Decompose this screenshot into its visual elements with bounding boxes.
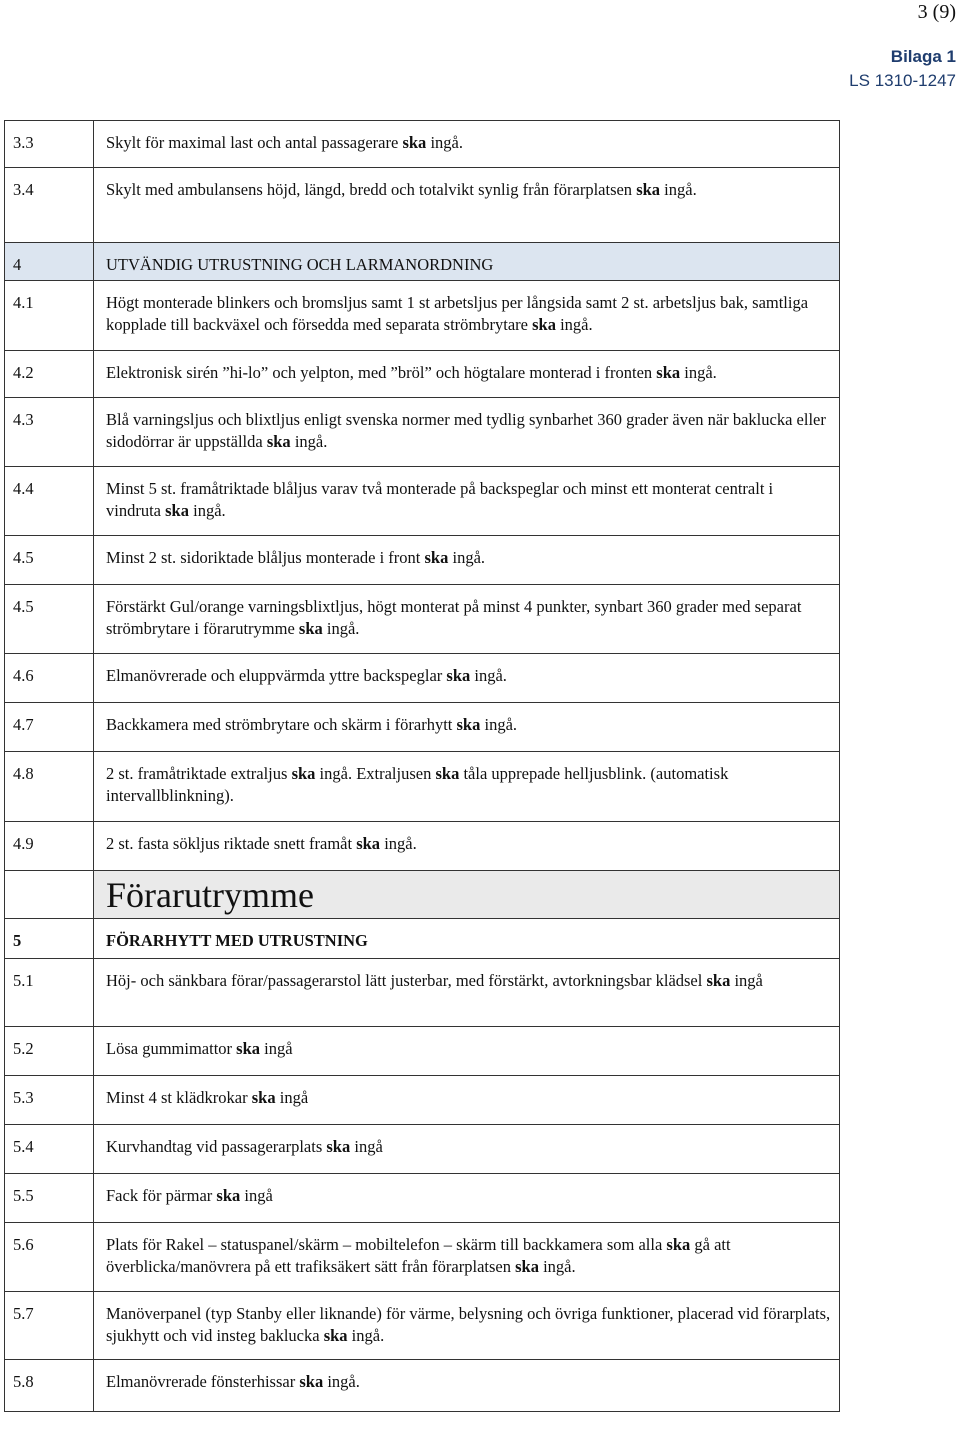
item-number [5,822,94,871]
item-text [94,281,840,351]
item-number [5,168,94,243]
item-text-content: Backkamera med strömbrytare och skärm i förarhytt ska ingå. [106,715,518,734]
item-text-content: Manöverpanel (typ Stanby eller liknande) för värme, belysning och övriga funktioner, placerad vid förarplats, sjukhytt och vid insteg baklucka ska ingå. [106,1304,831,1345]
item-number-text: 4.4 [13,479,34,498]
requirement-keyword: ska [236,1039,261,1058]
item-text [94,536,840,585]
item-number-text: 4.3 [13,410,34,429]
table-row [5,1292,840,1360]
requirement-keyword: ska [666,1235,691,1254]
requirement-keyword: ska [326,1137,351,1156]
item-text-content: Skylt med ambulansens höjd, längd, bredd och totalvikt synlig från förarplatsen ska ingå. [106,180,697,199]
item-number-text: 4 [13,255,22,274]
item-number-text: 4.7 [13,715,34,734]
item-text [94,703,840,752]
item-text-content: Minst 5 st. framåtriktade blåljus varav två monterade på backspeglar och minst ett monterat centralt i vindruta ska ingå. [106,479,774,520]
item-text-content: Minst 4 st klädkrokar ska ingå [106,1088,309,1107]
item-number [5,1223,94,1292]
item-number-text: 4.2 [13,363,34,382]
item-number [5,398,94,467]
item-number-text: 5.2 [13,1039,34,1058]
item-number [5,1360,94,1412]
table-row [5,1076,840,1125]
heading-spacer [5,871,94,919]
item-text [94,1174,840,1223]
item-text [94,121,840,168]
item-text-content: Skylt för maximal last och antal passagerare ska ingå. [106,133,463,152]
item-number-text: 5.7 [13,1304,34,1323]
table-row [5,168,840,243]
item-text-content: Elmanövrerade och eluppvärmda yttre backspeglar ska ingå. [106,666,507,685]
item-number [5,281,94,351]
table-row [5,1360,840,1412]
item-text [94,168,840,243]
item-text [94,752,840,822]
item-number [5,1125,94,1174]
item-text [94,1027,840,1076]
item-number [5,467,94,536]
subsection-heading [94,871,840,919]
item-text-content: Högt monterade blinkers och bromsljus samt 1 st arbetsljus per långsida samt 2 st. arbetsljus bak, samtliga kopplade till backväxel och försedda med separata strömbrytare ska ingå. [106,293,809,334]
item-number-text: 5.4 [13,1137,34,1156]
requirement-keyword: ska [323,1326,348,1345]
table-row [5,1027,840,1076]
section-title [94,919,840,959]
item-text [94,351,840,398]
requirement-keyword: ska [251,1088,276,1107]
table-row [5,654,840,703]
section-number [5,919,94,959]
page-number: 3 (9) [917,1,956,23]
item-text-content: Minst 2 st. sidoriktade blåljus monterade i front ska ingå. [106,548,486,567]
item-text [94,1076,840,1125]
document-reference: LS 1310-1247 [849,71,956,90]
section-title-text: FÖRARHYTT MED UTRUSTNING [106,931,368,950]
item-number-text: 5.6 [13,1235,34,1254]
table-row [5,536,840,585]
item-text [94,1223,840,1292]
item-number [5,351,94,398]
table-row [5,822,840,871]
table-row [5,1125,840,1174]
item-number [5,1076,94,1125]
item-text-content: Plats för Rakel – statuspanel/skärm – mobiltelefon – skärm till backkamera som alla ska gå att överblicka/manövrera på ett trafiksäkert sätt från förarplatsen ska ingå. [106,1235,731,1276]
item-number [5,959,94,1027]
item-number-text: 4.6 [13,666,34,685]
requirement-keyword: ska [291,764,316,783]
requirement-keyword: ska [435,764,460,783]
table-row [5,1223,840,1292]
item-number-text: 3.3 [13,133,34,152]
requirement-keyword: ska [636,180,661,199]
item-text [94,585,840,654]
item-number-text: 5.5 [13,1186,34,1205]
item-text [94,959,840,1027]
requirement-keyword: ska [356,834,381,853]
item-text [94,1360,840,1412]
requirement-keyword: ska [706,971,731,990]
item-number-text: 4.5 [13,597,34,616]
item-number [5,1292,94,1360]
item-text [94,467,840,536]
item-number-text: 5.1 [13,971,34,990]
item-number [5,536,94,585]
item-text-content: Fack för pärmar ska ingå [106,1186,273,1205]
item-number-text: 4.9 [13,834,34,853]
item-text-content: Förstärkt Gul/orange varningsblixtljus, högt monterat på minst 4 punkter, synbart 360 grader med separat strömbrytare i förarutrymme ska ingå. [106,597,802,638]
item-text-content: Lösa gummimattor ska ingå [106,1039,293,1058]
item-text [94,243,840,281]
item-number-text: 3.4 [13,180,34,199]
requirement-keyword: ska [216,1186,241,1205]
table-row [5,467,840,536]
item-text-content: Blå varningsljus och blixtljus enligt svenska normer med tydlig synbarhet 360 grader även när baklucka eller sidodörrar är uppställda ska ingå. [106,410,826,451]
requirement-keyword: ska [656,363,681,382]
requirement-keyword: ska [456,715,481,734]
table-row [5,243,840,281]
item-number-text: 4.5 [13,548,34,567]
item-text-content: UTVÄNDIG UTRUSTNING OCH LARMANORDNING [106,255,494,274]
item-number [5,654,94,703]
requirement-keyword: ska [402,133,427,152]
item-number [5,1174,94,1223]
item-text [94,654,840,703]
table-row [5,121,840,168]
item-text-content: 2 st. fasta sökljus riktade snett framåt ska ingå. [106,834,417,853]
table-row [5,703,840,752]
requirement-keyword: ska [446,666,471,685]
item-text [94,1292,840,1360]
item-number [5,121,94,168]
table-row [5,281,840,351]
item-number [5,703,94,752]
item-text [94,398,840,467]
requirement-keyword: ska [165,501,189,520]
section-number-text: 5 [13,931,22,950]
requirements-table [4,120,840,1412]
annex-title: Bilaga 1 [890,47,956,66]
item-number [5,1027,94,1076]
requirements-table-body [5,121,840,1412]
item-number [5,243,94,281]
item-number [5,752,94,822]
subsection-heading-text: Förarutrymme [106,875,314,915]
subsection-heading-row [5,871,840,919]
requirement-keyword: ska [424,548,449,567]
item-text-content: Höj- och sänkbara förar/passagerarstol lätt justerbar, med förstärkt, avtorkningsbar klädsel ska ingå [106,971,763,990]
requirement-keyword: ska [299,1372,324,1391]
item-text [94,1125,840,1174]
item-number-text: 5.8 [13,1372,34,1391]
requirement-keyword: ska [532,315,556,334]
item-text-content: Elmanövrerade fönsterhissar ska ingå. [106,1372,360,1391]
table-row [5,351,840,398]
item-text-content: Kurvhandtag vid passagerarplats ska ingå [106,1137,383,1156]
item-number-text: 5.3 [13,1088,34,1107]
item-text-content: Elektronisk sirén ”hi-lo” och yelpton, med ”bröl” och högtalare monterad i fronten ska ingå. [106,363,717,382]
table-row [5,1174,840,1223]
requirement-keyword: ska [515,1257,539,1276]
requirement-keyword: ska [266,432,291,451]
item-number-text: 4.1 [13,293,34,312]
table-row [5,585,840,654]
item-number-text: 4.8 [13,764,34,783]
table-row [5,752,840,822]
item-text [94,822,840,871]
item-text-content: 2 st. framåtriktade extraljus ska ingå. Extraljusen ska tåla upprepade helljusblink. (automatisk intervallblinkning). [106,764,729,805]
requirement-keyword: ska [298,619,323,638]
section-heading-row [5,919,840,959]
table-row [5,398,840,467]
table-row [5,959,840,1027]
item-number [5,585,94,654]
